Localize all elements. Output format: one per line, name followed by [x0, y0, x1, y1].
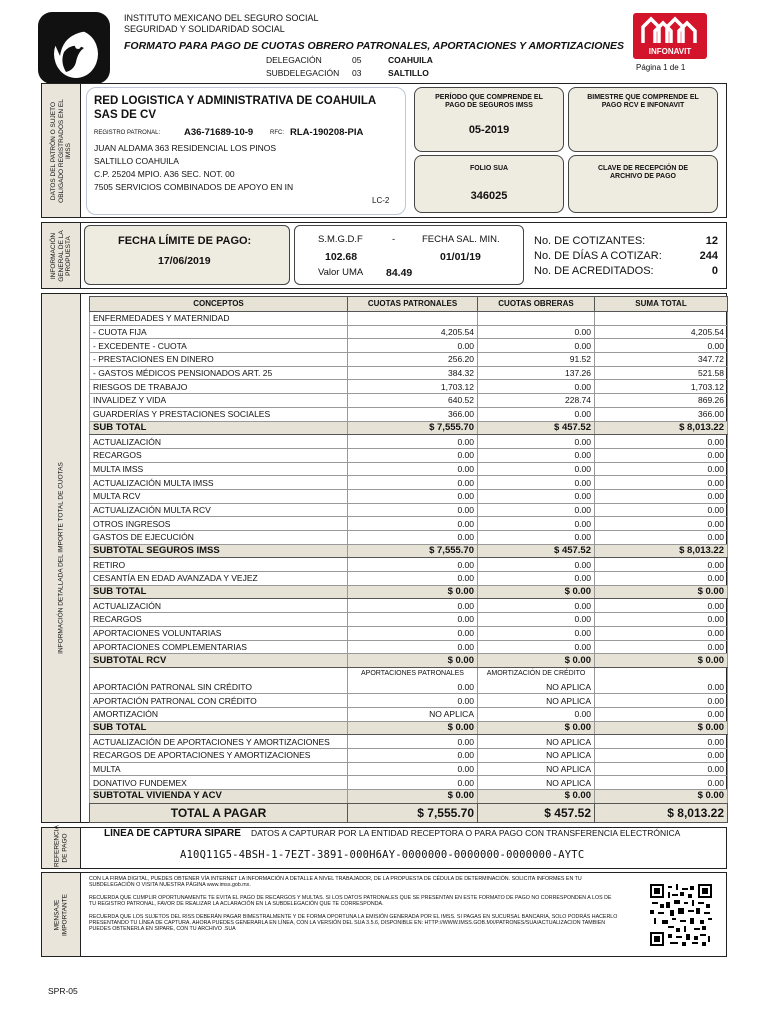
- total-cell: $ 0.00: [595, 654, 728, 668]
- obrera-cell: 0.00: [478, 448, 595, 462]
- table-row: [90, 694, 728, 708]
- obrera-cell: 0.00: [478, 626, 595, 640]
- concept-cell: MULTA: [90, 762, 348, 776]
- periodo-label: PERÍODO QUE COMPRENDE EL PAGO DE SEGUROS IMSS: [435, 94, 543, 109]
- patronal-cell: 0.00: [348, 749, 478, 763]
- patronal-cell: 0.00: [348, 489, 478, 503]
- total-cell: 0.00: [595, 448, 728, 462]
- patronal-cell: 640.52: [348, 394, 478, 408]
- total-cell: $ 0.00: [595, 585, 728, 599]
- patronal-cell: 384.32: [348, 366, 478, 380]
- subdelegacion-code: 03: [352, 68, 362, 78]
- institute-name: INSTITUTO MEXICANO DEL SEGURO SOCIAL: [124, 13, 319, 23]
- footer-code: SPR-05: [48, 986, 78, 996]
- mensaje-text: [89, 876, 619, 933]
- concept-cell: SUB TOTAL: [90, 585, 348, 599]
- table-row: [90, 626, 728, 640]
- concept-cell: SUB TOTAL: [90, 421, 348, 435]
- table-row: [90, 735, 728, 749]
- total-cell: 0.00: [595, 558, 728, 572]
- patronal-cell: 0.00: [348, 462, 478, 476]
- acreditados-label: No. DE ACREDITADOS:: [534, 265, 654, 277]
- smgdf-label: S.M.G.D.F: [318, 234, 363, 245]
- obrera-cell: 137.26: [478, 366, 595, 380]
- table-row: [90, 503, 728, 517]
- obrera-cell: 0.00: [478, 599, 595, 613]
- patronal-cell: 0.00: [348, 776, 478, 790]
- total-cell: [595, 312, 728, 326]
- patronal-cell: 0.00: [348, 448, 478, 462]
- periodo-value: 05-2019: [468, 124, 510, 136]
- patronal-cell: 0.00: [348, 613, 478, 627]
- obrera-cell: 0.00: [478, 407, 595, 421]
- table-row: [90, 489, 728, 503]
- table-row: [90, 462, 728, 476]
- uma-value: 84.49: [386, 267, 413, 279]
- concept-cell: - EXCEDENTE - CUOTA: [90, 339, 348, 353]
- fecha-limite-value: 17/06/2019: [158, 255, 211, 267]
- subtotal-row: [90, 585, 728, 599]
- patronal-cell: 0.00: [348, 599, 478, 613]
- patronal-cell: 0.00: [348, 626, 478, 640]
- col-suma-total: SUMA TOTAL: [595, 297, 728, 312]
- patronal-cell: 0.00: [348, 476, 478, 490]
- mensaje-side-label: MENSAJE IMPORTANTE: [41, 872, 81, 957]
- sipare-side-label: REFERENCIA DE PAGO: [41, 827, 81, 869]
- imss-logo: [38, 12, 110, 84]
- table-row: [90, 776, 728, 790]
- obrera-cell: NO APLICA: [478, 735, 595, 749]
- patronal-cell: 0.00: [348, 531, 478, 545]
- total-cell: 869.26: [595, 394, 728, 408]
- obrera-cell: 91.52: [478, 353, 595, 367]
- concept-cell: ENFERMEDADES Y MATERNIDAD: [90, 312, 348, 326]
- concept-cell: INVALIDEZ Y VIDA: [90, 394, 348, 408]
- patron-name-1: RED LOGISTICA Y ADMINISTRATIVA DE COAHUILA: [94, 95, 377, 107]
- table-row: [90, 407, 728, 421]
- total-cell: 0.00: [595, 339, 728, 353]
- registro-patronal: A36-71689-10-9: [184, 127, 254, 138]
- obrera-cell: NO APLICA: [478, 776, 595, 790]
- address-line-2: SALTILLO COAHUILA: [94, 156, 179, 166]
- total-cell: 0.00: [595, 599, 728, 613]
- obrera-cell: 0.00: [478, 435, 595, 449]
- concept-cell: APORTACIONES COMPLEMENTARIAS: [90, 640, 348, 654]
- concept-cell: RIESGOS DE TRABAJO: [90, 380, 348, 394]
- total-cell: [595, 667, 728, 680]
- total-cell: 0.00: [595, 749, 728, 763]
- sipare-title: LÍNEA DE CAPTURA SIPARE: [104, 828, 241, 839]
- total-cell: 4,205.54: [595, 325, 728, 339]
- fecha-sal-value: 01/01/19: [440, 251, 481, 263]
- sipare-desc: DATOS A CAPTURAR POR LA ENTIDAD RECEPTORA O PARA PAGO CON TRANSFERENCIA ELECTRÓNICA: [251, 828, 681, 838]
- concept-cell: RECARGOS: [90, 448, 348, 462]
- patronal-cell: NO APLICA: [348, 707, 478, 721]
- concepts-table: [89, 296, 728, 823]
- subtotal-row: [90, 790, 728, 804]
- dias-value: 244: [699, 250, 718, 262]
- obrera-cell: AMORTIZACIÓN DE CRÉDITO: [478, 667, 595, 680]
- concept-cell: TOTAL A PAGAR: [90, 803, 348, 822]
- obrera-cell: 0.00: [478, 640, 595, 654]
- general-side-label: INFORMACIÓN GENERAL DE LA PROPUESTA: [41, 222, 81, 289]
- total-cell: 0.00: [595, 707, 728, 721]
- cotizantes-label: No. DE COTIZANTES:: [534, 235, 646, 247]
- patronal-cell: $ 7,555.70: [348, 803, 478, 822]
- lc-code: LC-2: [372, 196, 390, 205]
- table-row: [90, 707, 728, 721]
- concept-cell: ACTUALIZACIÓN: [90, 435, 348, 449]
- smgdf-value: 102.68: [325, 251, 358, 263]
- table-row: [90, 339, 728, 353]
- address-line-3: C.P. 25204 MPIO. A36 SEC. NOT. 00: [94, 169, 235, 179]
- concept-cell: MULTA RCV: [90, 489, 348, 503]
- obrera-cell: NO APLICA: [478, 694, 595, 708]
- clave-label: CLAVE DE RECEPCIÓN DE ARCHIVO DE PAGO: [597, 165, 689, 180]
- obrera-cell: 0.00: [478, 476, 595, 490]
- concept-cell: - PRESTACIONES EN DINERO: [90, 353, 348, 367]
- concept-cell: ACTUALIZACIÓN: [90, 599, 348, 613]
- concept-cell: [90, 667, 348, 680]
- col-cuotas-patronales: CUOTAS PATRONALES: [348, 297, 478, 312]
- concept-cell: GASTOS DE EJECUCIÓN: [90, 531, 348, 545]
- dias-label: No. DE DÍAS A COTIZAR:: [534, 250, 662, 262]
- registro-label: REGISTRO PATRONAL:: [94, 130, 161, 136]
- patronal-cell: 0.00: [348, 339, 478, 353]
- delegacion-code: 05: [352, 55, 362, 65]
- bimestre-label: BIMESTRE QUE COMPRENDE EL PAGO RCV E INFONAVIT: [587, 94, 699, 109]
- patronal-cell: $ 0.00: [348, 790, 478, 804]
- total-cell: 0.00: [595, 626, 728, 640]
- table-row: [90, 572, 728, 586]
- total-cell: 0.00: [595, 776, 728, 790]
- obrera-cell: 0.00: [478, 517, 595, 531]
- patronal-cell: APORTACIONES PATRONALES: [348, 667, 478, 680]
- obrera-cell: $ 0.00: [478, 790, 595, 804]
- patronal-cell: 0.00: [348, 558, 478, 572]
- concept-cell: ACTUALIZACIÓN DE APORTACIONES Y AMORTIZACIONES: [90, 735, 348, 749]
- table-row: [90, 681, 728, 694]
- activity-line: 7505 SERVICIOS COMBINADOS DE APOYO EN IN: [94, 182, 294, 192]
- obrera-cell: $ 457.52: [478, 421, 595, 435]
- total-cell: 0.00: [595, 694, 728, 708]
- concept-cell: SUBTOTAL VIVIENDA Y ACV: [90, 790, 348, 804]
- obrera-cell: 0.00: [478, 489, 595, 503]
- concept-cell: AMORTIZACIÓN: [90, 707, 348, 721]
- acreditados-value: 0: [711, 265, 718, 277]
- concept-cell: RECARGOS DE APORTACIONES Y AMORTIZACIONES: [90, 749, 348, 763]
- fecha-sal-label: FECHA SAL. MIN.: [422, 234, 500, 245]
- obrera-cell: NO APLICA: [478, 762, 595, 776]
- clave-panel: [568, 155, 718, 213]
- patronal-cell: 0.00: [348, 762, 478, 776]
- total-cell: $ 8,013.22: [595, 421, 728, 435]
- patronal-cell: 0.00: [348, 681, 478, 694]
- patronal-cell: 256.20: [348, 353, 478, 367]
- patronal-cell: 0.00: [348, 572, 478, 586]
- patronal-cell: 1,703.12: [348, 380, 478, 394]
- concept-cell: APORTACIONES VOLUNTARIAS: [90, 626, 348, 640]
- form-title: FORMATO PARA PAGO DE CUOTAS OBRERO PATRONALES, APORTACIONES Y AMORTIZACIONES: [124, 40, 624, 52]
- concept-cell: APORTACIÓN PATRONAL SIN CRÉDITO: [90, 681, 348, 694]
- concept-cell: ACTUALIZACIÓN MULTA IMSS: [90, 476, 348, 490]
- total-cell: 0.00: [595, 503, 728, 517]
- patron-name-2: SAS DE CV: [94, 109, 156, 121]
- obrera-cell: 0.00: [478, 339, 595, 353]
- table-row: [90, 613, 728, 627]
- table-row: [90, 353, 728, 367]
- table-row: [90, 762, 728, 776]
- table-row: [90, 312, 728, 326]
- fecha-limite-label: FECHA LÍMITE DE PAGO:: [118, 235, 252, 247]
- table-row: [90, 667, 728, 680]
- concept-cell: SUBTOTAL SEGUROS IMSS: [90, 544, 348, 558]
- concept-cell: SUBTOTAL RCV: [90, 654, 348, 668]
- table-row: [90, 366, 728, 380]
- patronal-cell: 0.00: [348, 694, 478, 708]
- table-row: [90, 517, 728, 531]
- total-cell: $ 0.00: [595, 721, 728, 735]
- obrera-cell: $ 0.00: [478, 585, 595, 599]
- concept-cell: OTROS INGRESOS: [90, 517, 348, 531]
- obrera-cell: 0.00: [478, 503, 595, 517]
- obrera-cell: [478, 312, 595, 326]
- page-number: Página 1 de 1: [636, 63, 686, 72]
- obrera-cell: $ 0.00: [478, 654, 595, 668]
- total-cell: 0.00: [595, 489, 728, 503]
- folio-label: FOLIO SUA: [469, 165, 509, 172]
- mensaje-p1: CON LA FIRMA DIGITAL, PUEDES OBTENER VÍA INTERNET LA INFORMACIÓN A DETALLE A NIVEL TRABAJADOR, DE LA PROPUESTA DE CÉDULA DE DETERMINACIÓN. SOLICITA INFORMES EN TU SUBDELEGACIÓN O VISITA NUESTRA PÁGINA www.imss.gob.mx.: [89, 876, 582, 889]
- total-cell: 0.00: [595, 531, 728, 545]
- table-row: [90, 394, 728, 408]
- obrera-cell: 0.00: [478, 531, 595, 545]
- subdelegacion-label: SUBDELEGACIÓN: [266, 68, 340, 78]
- patronal-cell: 366.00: [348, 407, 478, 421]
- concept-cell: SUB TOTAL: [90, 721, 348, 735]
- address-line-1: JUAN ALDAMA 363 RESIDENCIAL LOS PINOS: [94, 143, 277, 153]
- total-row: [90, 803, 728, 822]
- concept-cell: CESANTÍA EN EDAD AVANZADA Y VEJEZ: [90, 572, 348, 586]
- cotizantes-value: 12: [705, 235, 718, 247]
- qr-code[interactable]: [650, 884, 712, 946]
- folio-value: 346025: [470, 190, 508, 202]
- subtotal-row: [90, 654, 728, 668]
- patronal-cell: 4,205.54: [348, 325, 478, 339]
- bimestre-panel: [568, 87, 718, 152]
- concept-cell: - CUOTA FIJA: [90, 325, 348, 339]
- total-cell: 347.72: [595, 353, 728, 367]
- subdelegacion-name: SALTILLO: [388, 68, 429, 78]
- concept-cell: MULTA IMSS: [90, 462, 348, 476]
- folio-panel: [414, 155, 564, 213]
- mensaje-p3: RECUERDA QUE LOS SUJETOS DEL RISS DEBERÁN PAGAR BIMESTRALMENTE Y DE FORMA OPORTUNA LA EMISIÓN GENERADA POR EL IMSS. SI PAGAS EN SUCURSAL BANCARIA, SOLO PODRÁS HACERLO PRESENTANDO TU LÍNEA DE CAPTURA. AHORA PUEDES GENERARLA EN LÍNEA, CON LA VERSIÓN DEL SUA 3.5.6, DISPONIBLE EN: HTTP://WWW.IMSS.GOB.MX/PATRONES/SUA/ACTUALIZACION TAMBIEN PUEDES OBTENERLA EN SIPARE, CON TU ARCHIVO .SUA: [89, 913, 618, 933]
- table-row: [90, 448, 728, 462]
- patronal-cell: 0.00: [348, 503, 478, 517]
- subtotal-row: [90, 544, 728, 558]
- patronal-cell: $ 0.00: [348, 585, 478, 599]
- concept-cell: - GASTOS MÉDICOS PENSIONADOS ART. 25: [90, 366, 348, 380]
- concept-cell: RECARGOS: [90, 613, 348, 627]
- obrera-cell: 228.74: [478, 394, 595, 408]
- total-cell: 0.00: [595, 640, 728, 654]
- patronal-cell: $ 0.00: [348, 654, 478, 668]
- delegacion-label: DELEGACIÓN: [266, 55, 322, 65]
- obrera-cell: $ 457.52: [478, 803, 595, 822]
- obrera-cell: NO APLICA: [478, 681, 595, 694]
- obrera-cell: 0.00: [478, 380, 595, 394]
- total-cell: 366.00: [595, 407, 728, 421]
- total-cell: 521.58: [595, 366, 728, 380]
- total-cell: 0.00: [595, 735, 728, 749]
- table-row: [90, 325, 728, 339]
- detail-side-label: INFORMACIÓN DETALLADA DEL IMPORTE TOTAL DE CUOTAS: [41, 293, 81, 823]
- obrera-cell: 0.00: [478, 572, 595, 586]
- concept-cell: ACTUALIZACIÓN MULTA RCV: [90, 503, 348, 517]
- table-row: [90, 435, 728, 449]
- patronal-cell: 0.00: [348, 435, 478, 449]
- sipare-code[interactable]: A10Q11G5-4BSH-1-7EZT-3891-000H6AY-0000000-0000000-0000000-AYTC: [180, 849, 585, 861]
- patronal-cell: $ 7,555.70: [348, 544, 478, 558]
- patronal-cell: [348, 312, 478, 326]
- total-cell: $ 0.00: [595, 790, 728, 804]
- obrera-cell: NO APLICA: [478, 749, 595, 763]
- patron-side-label: DATOS DEL PATRÓN O SUJETO OBLIGADO REGISTRADOS EN EL IMSS: [41, 83, 81, 218]
- uma-label: Valor UMA: [318, 267, 364, 278]
- mensaje-p2: RECUERDA QUE CUMPLIR OPORTUNAMENTE TE EVITA EL PAGO DE RECARGOS Y MULTAS. SI LOS DATOS PATRONALES QUE SE PRESENTAN EN ESTE FORMATO DE PAGO NO CORRESPONDEN A LOS DE TU REGISTRO PATRONAL, FAVOR DE REALIZAR LA ACLARACIÓN EN LA SUBDELEGACIÓN QUE TE CORRESPONDA.: [89, 894, 612, 908]
- obrera-cell: $ 0.00: [478, 721, 595, 735]
- smgdf-dash: -: [392, 234, 396, 245]
- total-cell: 0.00: [595, 462, 728, 476]
- subtotal-row: [90, 721, 728, 735]
- institute-subtitle: SEGURIDAD Y SOLIDARIDAD SOCIAL: [124, 24, 285, 34]
- patronal-cell: $ 0.00: [348, 721, 478, 735]
- total-cell: 0.00: [595, 762, 728, 776]
- table-row: [90, 380, 728, 394]
- delegacion-name: COAHUILA: [388, 55, 433, 65]
- rfc-value: RLA-190208-PIA: [290, 127, 364, 138]
- total-cell: 0.00: [595, 435, 728, 449]
- total-cell: 0.00: [595, 613, 728, 627]
- obrera-cell: 0.00: [478, 707, 595, 721]
- concept-cell: RETIRO: [90, 558, 348, 572]
- table-row: [90, 531, 728, 545]
- total-cell: 0.00: [595, 681, 728, 694]
- rfc-label: RFC:: [270, 130, 284, 136]
- patronal-cell: 0.00: [348, 640, 478, 654]
- obrera-cell: 0.00: [478, 462, 595, 476]
- total-cell: 0.00: [595, 572, 728, 586]
- patronal-cell: 0.00: [348, 735, 478, 749]
- total-cell: 0.00: [595, 476, 728, 490]
- concept-cell: GUARDERÍAS Y PRESTACIONES SOCIALES: [90, 407, 348, 421]
- table-row: [90, 476, 728, 490]
- total-cell: 1,703.12: [595, 380, 728, 394]
- total-cell: $ 8,013.22: [595, 803, 728, 822]
- obrera-cell: 0.00: [478, 613, 595, 627]
- table-row: [90, 640, 728, 654]
- concept-cell: APORTACIÓN PATRONAL CON CRÉDITO: [90, 694, 348, 708]
- patronal-cell: 0.00: [348, 517, 478, 531]
- table-row: [90, 749, 728, 763]
- total-cell: 0.00: [595, 517, 728, 531]
- obrera-cell: 0.00: [478, 325, 595, 339]
- subtotal-row: [90, 421, 728, 435]
- periodo-panel: [414, 87, 564, 152]
- concept-cell: DONATIVO FUNDEMEX: [90, 776, 348, 790]
- col-cuotas-obreras: CUOTAS OBRERAS: [478, 297, 595, 312]
- obrera-cell: 0.00: [478, 558, 595, 572]
- table-row: [90, 599, 728, 613]
- total-cell: $ 8,013.22: [595, 544, 728, 558]
- col-conceptos: CONCEPTOS: [90, 297, 348, 312]
- table-row: [90, 558, 728, 572]
- infonavit-wordmark: INFONAVIT: [648, 47, 692, 56]
- obrera-cell: $ 457.52: [478, 544, 595, 558]
- patronal-cell: $ 7,555.70: [348, 421, 478, 435]
- infonavit-logo: [633, 13, 707, 59]
